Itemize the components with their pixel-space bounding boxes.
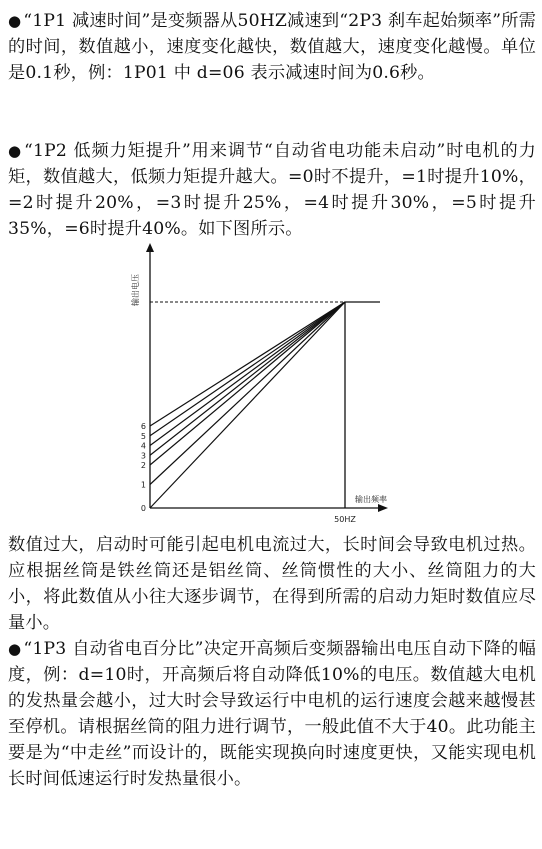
boost-start-label-4: 4 bbox=[140, 441, 146, 451]
paragraph-1p1-text: “1P1 减速时间”是变频器从50HZ减速到“2P3 刹车起始频率”所需的时间，数值越小，速度变化越快，数值越大，速度变化越慢。单位是0.1秒，例：1P01 中 d=06 表示减速时间为0.6秒。 bbox=[8, 11, 536, 83]
boost-start-label-6: 6 bbox=[140, 422, 146, 431]
bullet-icon: ● bbox=[8, 640, 22, 658]
boost-start-label-2: 2 bbox=[140, 461, 146, 470]
boost-line-0 bbox=[150, 302, 345, 508]
x-tick-label-50hz: 50HZ bbox=[334, 515, 356, 524]
boost-start-label-5: 5 bbox=[140, 431, 146, 441]
paragraph-1p3-text: “1P3 自动省电百分比”决定开高频后变频器输出电压自动下降的幅度，例：d=10时，开高频后将自动降低10%的电压。数值越大电机的发热量会越小，过大时会导致运行中电机的运行速度会越来越慢甚至停机。请根据丝筒的阻力进行调节，一般此值不大于40。此功能主要是为“中走丝”而设计的，既能实现换向时速度更快，又能实现电机长时间低速运行时发热量很小。 bbox=[8, 639, 537, 789]
paragraph-1p1 bbox=[8, 8, 536, 86]
y-axis-label: 输出电压 bbox=[131, 274, 140, 306]
boost-start-label-0: 0 bbox=[140, 504, 146, 513]
bullet-icon: ● bbox=[8, 12, 22, 30]
boost-line-6 bbox=[150, 302, 345, 426]
boost-line-5 bbox=[150, 302, 345, 436]
bullet-icon: ● bbox=[8, 142, 22, 160]
torque-boost-figure bbox=[0, 240, 542, 530]
paragraph-1p2 bbox=[8, 138, 536, 242]
voltage-frequency-chart bbox=[0, 240, 542, 530]
boost-line-2 bbox=[150, 302, 345, 465]
boost-start-labels bbox=[141, 422, 146, 513]
paragraph-1p2-text: “1P2 低频力矩提升”用来调节“自动省电功能未启动”时电机的力矩，数值越大，低频力矩提升越大。=0时不提升，=1时提升10%，=2时提升20%，=3时提升25%，=4时提升30%，=5时提升35%，=6时提升40%。如下图所示。 bbox=[8, 141, 536, 239]
boost-line-4 bbox=[150, 302, 345, 446]
y-axis-arrow-icon bbox=[146, 243, 154, 252]
boost-line-3 bbox=[150, 302, 345, 455]
paragraph-boost-notes bbox=[8, 532, 536, 636]
boost-line-1 bbox=[150, 302, 345, 485]
x-axis-arrow-icon bbox=[378, 504, 388, 512]
boost-start-label-1: 1 bbox=[140, 480, 146, 490]
paragraph-1p3 bbox=[8, 636, 536, 792]
paragraph-boost-notes-text: 数值过大，启动时可能引起电机电流过大，长时间会导致电机过热。应根据丝筒是铁丝筒还是铝丝筒、丝筒惯性的大小、丝筒阻力的大小，将此数值从小往大逐步调节，在得到所需的启动力矩时数值应尽量小。 bbox=[8, 535, 536, 633]
boost-start-label-3: 3 bbox=[140, 451, 146, 461]
boost-lines bbox=[150, 302, 345, 508]
x-axis-label: 输出频率 bbox=[355, 495, 387, 504]
